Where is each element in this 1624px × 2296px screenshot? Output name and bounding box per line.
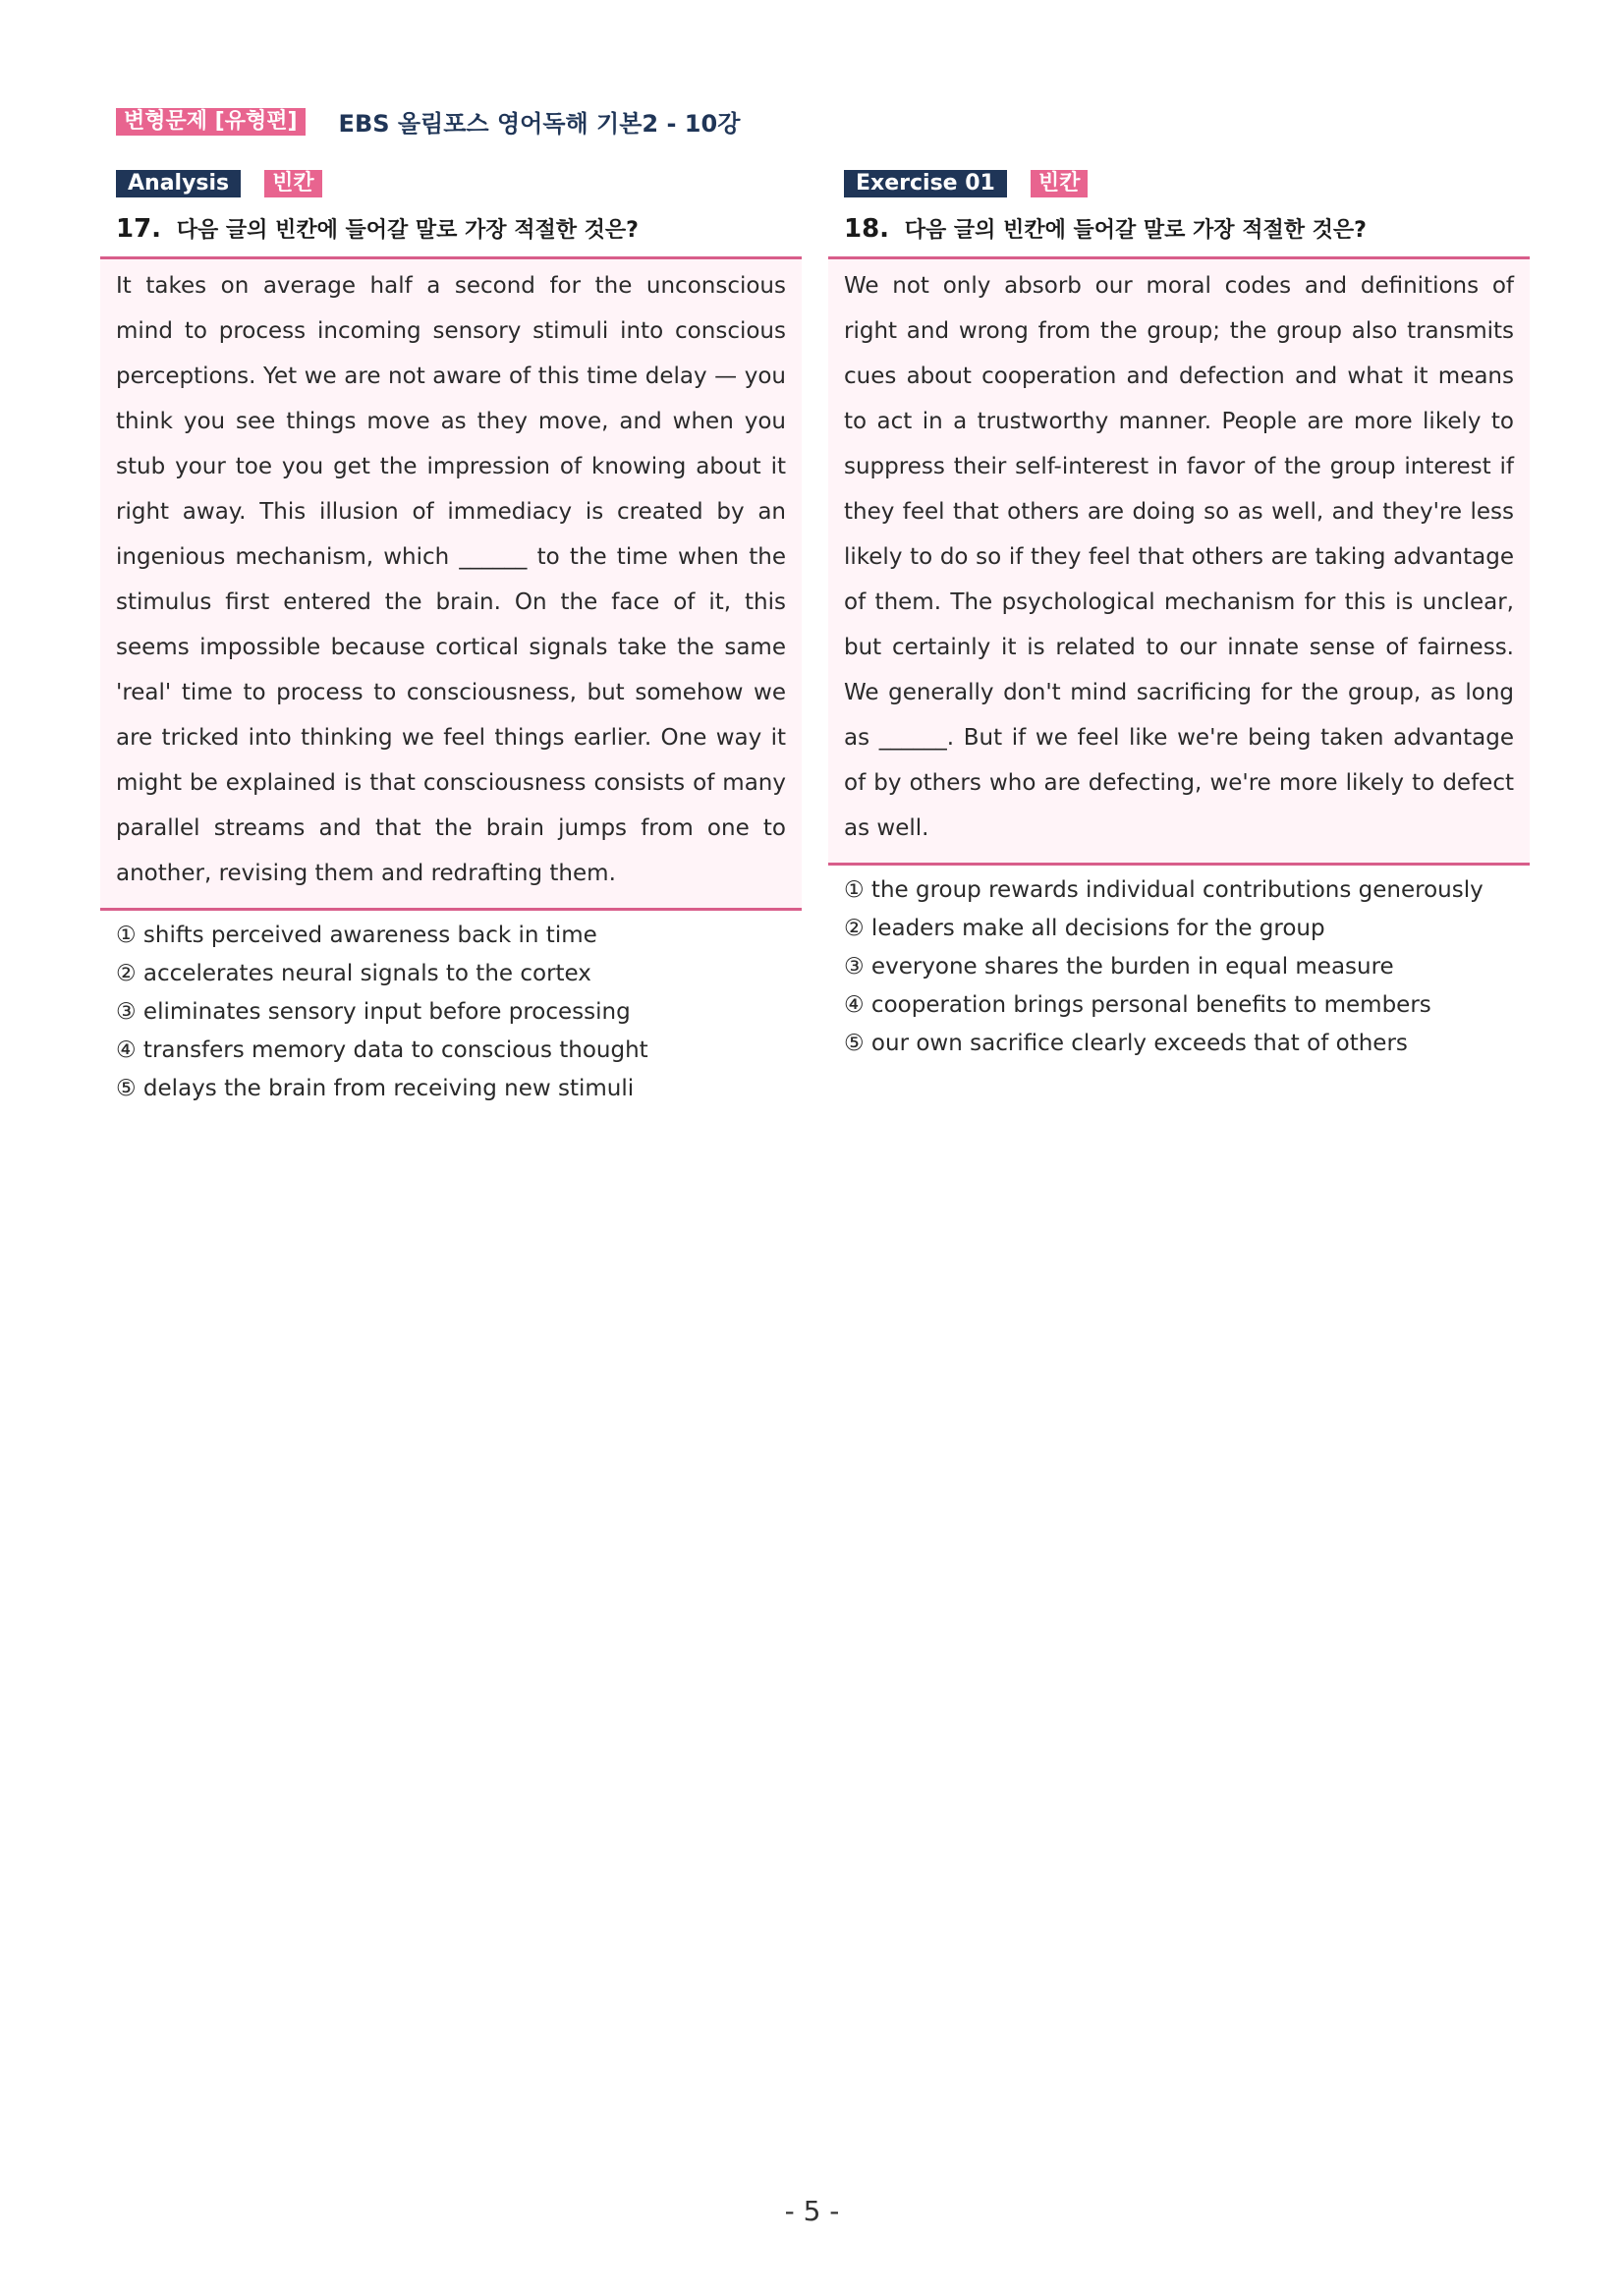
page-number: - 5 - xyxy=(784,2195,840,2227)
question-type-tag: 빈칸 xyxy=(264,170,322,197)
question-17-column xyxy=(100,170,802,1108)
question-type-tag: 빈칸 xyxy=(1031,170,1089,197)
question-number: 18. xyxy=(844,214,890,244)
question-18-column xyxy=(828,170,1530,1063)
answer-option[interactable]: ② accelerates neural signals to the cortex xyxy=(116,961,591,986)
answer-options xyxy=(116,917,802,1108)
question-title xyxy=(116,209,802,249)
question-prompt: 다음 글의 빈칸에 들어갈 말로 가장 적절한 것은? xyxy=(176,218,639,243)
exercise-tag: Exercise 01 xyxy=(844,170,1007,197)
tag-row xyxy=(116,170,802,197)
page-title: EBS 올림포스 영어독해 기본2 - 10강 xyxy=(338,110,741,138)
question-prompt: 다음 글의 빈칸에 들어갈 말로 가장 적절한 것은? xyxy=(904,218,1367,243)
answer-option[interactable]: ① shifts perceived awareness back in time xyxy=(116,923,597,948)
answer-option[interactable]: ④ cooperation brings personal benefits to members xyxy=(844,992,1431,1018)
answer-option[interactable]: ③ everyone shares the burden in equal measure xyxy=(844,954,1394,980)
answer-option[interactable]: ④ transfers memory data to conscious thought xyxy=(116,1037,648,1063)
answer-options xyxy=(844,871,1530,1063)
question-number: 17. xyxy=(116,214,162,244)
tag-row xyxy=(844,170,1530,197)
answer-option[interactable]: ⑤ delays the brain from receiving new stimuli xyxy=(116,1076,635,1101)
question-title xyxy=(844,209,1530,249)
analysis-tag: Analysis xyxy=(116,170,241,197)
answer-option[interactable]: ① the group rewards individual contributions generously xyxy=(844,877,1484,903)
answer-option[interactable]: ② leaders make all decisions for the group xyxy=(844,916,1325,941)
answer-option[interactable]: ⑤ our own sacrifice clearly exceeds that of others xyxy=(844,1031,1408,1056)
passage-box: We not only absorb our moral codes and definitions of right and wrong from the group; the group also transmits cues about cooperation and defection and what it means to act in a trustworthy manner. People are more likely to suppress their self-interest in favor of the group interest if they feel that others are doing so as well, and they're less likely to do so if they feel that others are taking advantage of them. The psychological mechanism for this is unclear, but certainly it is related to our innate sense of fairness. We generally don't mind sacrificing for the group, as long as ______. But if we feel like we're being taken advantage of by others who are defecting, we're more likely to defect as well. xyxy=(828,256,1530,866)
passage-box: It takes on average half a second for the unconscious mind to process incoming sensory stimuli into conscious perceptions. Yet we are not aware of this time delay — you think you see things move as they move, and when you stub your toe you get the impression of knowing about it right away. This illusion of immediacy is created by an ingenious mechanism, which ______ to the time when the stimulus first entered the brain. On the face of it, this seems impossible because cortical signals take the same 'real' time to process to consciousness, but somehow we are tricked into thinking we feel things earlier. One way it might be explained is that consciousness consists of many parallel streams and that the brain jumps from one to another, revising them and redrafting them. xyxy=(100,256,802,911)
answer-option[interactable]: ③ eliminates sensory input before processing xyxy=(116,999,631,1025)
variant-badge: 변형문제 [유형편] xyxy=(116,108,306,136)
page-header xyxy=(116,104,740,139)
